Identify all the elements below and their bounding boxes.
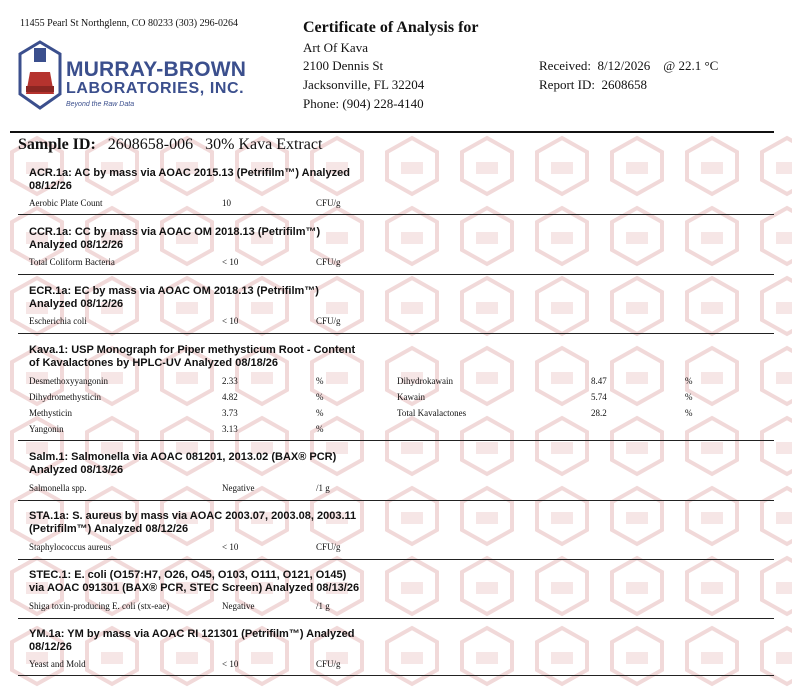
logo-subname: LABORATORIES, INC. <box>66 80 245 97</box>
client-city: Jacksonville, FL 32204 <box>303 77 425 92</box>
analyte-name: Kawain <box>397 392 425 402</box>
section-title-cont: Analyzed 08/12/26 <box>29 239 124 251</box>
analyte-name: Yeast and Mold <box>29 659 86 669</box>
analyte-unit: CFU/g <box>316 659 341 669</box>
report-line <box>539 77 647 93</box>
section-title: STA.1a: S. aureus by mass via AOAC 2003.07, 2003.08, 2003.11 <box>29 510 357 522</box>
analyte-result: 4.82 <box>222 392 238 402</box>
analyte-unit: % <box>685 408 693 418</box>
certificate-title: Certificate of Analysis for <box>303 19 479 36</box>
analyte-result: Negative <box>222 601 255 611</box>
test-section-yeast-mold <box>29 628 774 669</box>
analyte-result: 2.33 <box>222 376 238 386</box>
sample-name: 30% Kava Extract <box>205 136 323 153</box>
lab-logo <box>16 38 266 114</box>
analyte-name: Shiga toxin-producing E. coli (stx-eae) <box>29 601 170 611</box>
section-title: Salm.1: Salmonella via AOAC 081201, 2013.02 (BAX® PCR) <box>29 451 337 463</box>
analyte-name: Staphylococcus aureus <box>29 542 112 552</box>
analyte-name: Dihydrokawain <box>397 376 453 386</box>
section-title-cont: (Petrifilm™) Analyzed 08/12/26 <box>29 523 189 535</box>
section-divider <box>18 333 774 334</box>
section-title: Kava.1: USP Monograph for Piper methysticum Root - Content <box>29 344 356 356</box>
test-section-ccr <box>29 226 774 267</box>
test-section-staph <box>29 510 774 552</box>
logo-name: MURRAY-BROWN <box>66 58 247 81</box>
section-divider <box>18 500 774 501</box>
analyte-result: Negative <box>222 483 255 493</box>
section-divider <box>18 440 774 441</box>
section-title-cont: Analyzed 08/13/26 <box>29 464 124 476</box>
sample-id: 2608658-006 <box>107 136 194 153</box>
analyte-result: < 10 <box>222 316 239 326</box>
lab-address: 11455 Pearl St Northglenn, CO 80233 (303) 296-0264 <box>20 18 238 29</box>
section-divider <box>18 214 774 215</box>
report-label: Report ID: <box>539 77 595 92</box>
test-section-kava <box>29 344 774 434</box>
analyte-result: 8.47 <box>591 376 607 386</box>
received-temperature: @ 22.1 °C <box>663 58 719 73</box>
section-title-cont: of Kavalactones by HPLC-UV Analyzed 08/18/26 <box>29 357 279 369</box>
analyte-name: Total Coliform Bacteria <box>29 257 115 267</box>
received-line <box>539 58 718 74</box>
logo-tagline: Beyond the Raw Data <box>66 101 135 108</box>
analyte-result: 3.13 <box>222 424 238 434</box>
sample-heading <box>18 136 322 154</box>
header-divider <box>10 131 774 133</box>
section-title-cont: Analyzed 08/12/26 <box>29 298 124 310</box>
analyte-result: < 10 <box>222 542 239 552</box>
test-section-ecr <box>29 285 774 326</box>
test-section-acr <box>29 167 774 208</box>
section-divider <box>18 675 774 676</box>
section-divider <box>18 559 774 560</box>
analyte-unit: % <box>316 408 324 418</box>
section-divider <box>18 274 774 275</box>
analyte-unit: CFU/g <box>316 542 341 552</box>
section-divider <box>18 618 774 619</box>
analyte-name: Yangonin <box>29 424 64 434</box>
analyte-unit: CFU/g <box>316 316 341 326</box>
section-title: STEC.1: E. coli (O157:H7, O26, O45, O103, O111, O121, O145) <box>29 569 347 581</box>
sample-label: Sample ID: <box>18 136 96 153</box>
client-name: Art Of Kava <box>303 40 368 55</box>
analyte-result: 3.73 <box>222 408 238 418</box>
section-title-cont: 08/12/26 <box>29 180 72 192</box>
analyte-unit: % <box>316 424 324 434</box>
section-title: ECR.1a: EC by mass via AOAC OM 2018.13 (Petrifilm™) <box>29 285 319 297</box>
analyte-name: Methysticin <box>29 408 72 418</box>
analyte-name: Desmethoxyyangonin <box>29 376 108 386</box>
analyte-unit: /1 g <box>316 483 330 493</box>
client-street: 2100 Dennis St <box>303 58 384 73</box>
analyte-result: < 10 <box>222 659 239 669</box>
analyte-unit: CFU/g <box>316 198 341 208</box>
analyte-unit: % <box>685 376 693 386</box>
client-phone: Phone: (904) 228-4140 <box>303 96 424 111</box>
analyte-unit: /1 g <box>316 601 330 611</box>
analyte-result: < 10 <box>222 257 239 267</box>
analyte-name: Salmonella spp. <box>29 483 87 493</box>
analyte-result: 10 <box>222 198 231 208</box>
test-section-stec <box>29 569 774 611</box>
analyte-name: Escherichia coli <box>29 316 87 326</box>
section-title: CCR.1a: CC by mass via AOAC OM 2018.13 (Petrifilm™) <box>29 226 321 238</box>
analyte-unit: CFU/g <box>316 257 341 267</box>
analyte-result: 28.2 <box>591 408 607 418</box>
test-section-salmonella <box>29 451 774 493</box>
received-label: Received: <box>539 58 591 73</box>
section-title: YM.1a: YM by mass via AOAC RI 121301 (Petrifilm™) Analyzed <box>29 628 355 640</box>
analyte-name: Total Kavalactones <box>397 408 467 418</box>
section-title-cont: 08/12/26 <box>29 641 72 653</box>
report-id: 2608658 <box>601 77 647 92</box>
analyte-unit: % <box>316 392 324 402</box>
analyte-name: Aerobic Plate Count <box>29 198 103 208</box>
section-title-cont: via AOAC 091301 (BAX® PCR, STEC Screen) Analyzed 08/13/26 <box>29 582 360 594</box>
analyte-unit: % <box>685 392 693 402</box>
analyte-name: Dihydromethysticin <box>29 392 101 402</box>
analyte-unit: % <box>316 376 324 386</box>
section-title: ACR.1a: AC by mass via AOAC 2015.13 (Petrifilm™) Analyzed <box>29 167 350 179</box>
analyte-result: 5.74 <box>591 392 607 402</box>
flask-icon <box>16 38 64 112</box>
received-date: 8/12/2026 <box>597 58 651 73</box>
